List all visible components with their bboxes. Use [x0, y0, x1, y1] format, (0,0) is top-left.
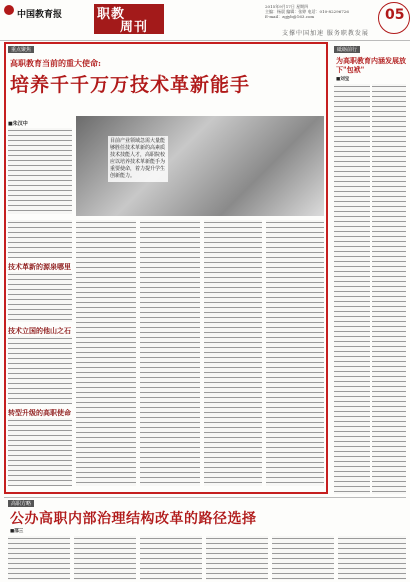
article-column	[204, 220, 262, 486]
bottom-column	[8, 536, 70, 580]
sidebar-column	[334, 84, 370, 494]
section-title-line1: 职教	[97, 7, 126, 22]
bottom-column	[338, 536, 406, 580]
editor-info: 主编：杨晨 编辑：张婷 电话：010-82296726	[265, 9, 349, 14]
page-number: 05	[385, 7, 405, 23]
sidebar-headline: 为高职教育内涵发展放下"包袱"	[336, 56, 406, 74]
sidebar-column	[372, 84, 406, 494]
newspaper-logo: 中国教育报	[17, 10, 63, 20]
article-column	[8, 272, 72, 322]
sidebar-author: ■刘宝	[336, 77, 350, 82]
article-column	[8, 128, 72, 214]
article-column	[8, 220, 72, 258]
bottom-headline: 公办高职内部治理结构改革的路径选择	[10, 511, 257, 527]
emblem-icon	[4, 5, 14, 15]
subhead-1: 技术革新的源泉哪里	[8, 262, 71, 271]
issue-meta	[265, 4, 375, 19]
subhead-2: 技术立国的他山之石	[8, 326, 71, 335]
photo-caption: 目前产业领域急需大量能够胜任技术革新的高素质技术技能人才，高职院校应以培养技术革新能手为重要使命，着力提升学生创新能力。	[108, 136, 168, 182]
section-divider	[4, 497, 406, 498]
bottom-column	[140, 536, 202, 580]
feature-kicker: 高职教育当前的重大使命:	[10, 58, 101, 68]
article-column	[266, 220, 324, 486]
bottom-column	[74, 536, 136, 580]
article-column	[76, 220, 136, 486]
slogan: 支撑中国加速 服务职教发展	[282, 30, 369, 37]
feature-tag: 重点聚焦	[8, 46, 34, 53]
feature-headline: 培养千千万万技术革新能手	[10, 74, 251, 96]
sidebar-tag: 砥砺前行	[334, 46, 360, 53]
issue-date: 2015年9月17日 星期四	[265, 4, 309, 9]
feature-author: ■朱汉中	[8, 121, 28, 127]
email-info: E-mail：zgjyb@163.com	[265, 14, 315, 19]
bottom-column	[272, 536, 334, 580]
article-column	[140, 220, 200, 486]
subhead-3: 转型升级的高职使命	[8, 408, 71, 417]
article-column	[8, 336, 72, 404]
bottom-tag: 高职方略	[8, 500, 34, 507]
bottom-column	[206, 536, 268, 580]
section-title-line2: 周刊	[120, 20, 149, 35]
article-column	[8, 418, 72, 486]
bottom-author: ■邵三	[10, 529, 24, 534]
